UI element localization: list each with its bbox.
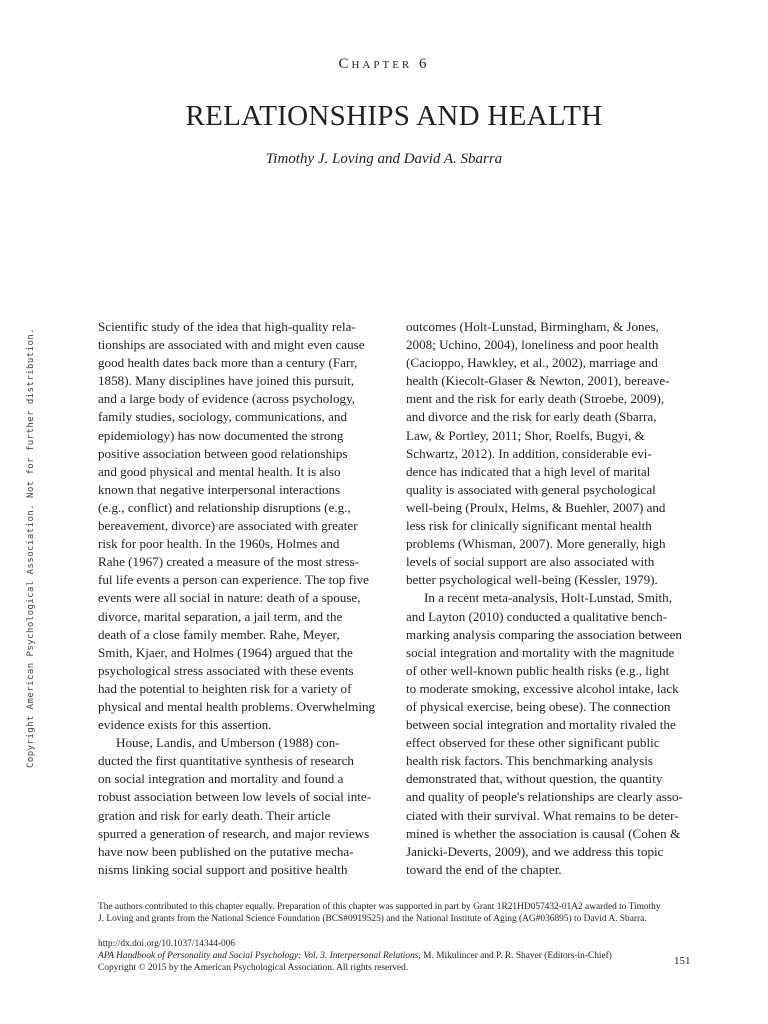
copyright-side-notice: Copyright American Psychological Association. Not for further distribution.: [26, 327, 36, 768]
text-line: problems (Whisman, 2007). More generally, high: [406, 536, 666, 552]
author-footnote: [98, 901, 698, 925]
text-line: evidence exists for this assertion.: [98, 717, 272, 733]
chapter-title: RELATIONSHIPS AND HEALTH: [185, 100, 603, 132]
text-line: psychological stress associated with these events: [98, 662, 354, 678]
text-line: well-being (Proulx, Helms, & Buehler, 2007) and: [406, 499, 666, 515]
text-line: social integration and mortality with the magnitude: [406, 644, 675, 660]
text-line: Rahe (1967) created a measure of the most stress-: [98, 554, 360, 570]
text-line: less risk for clinically significant mental health: [406, 518, 652, 534]
text-line: health (Kiecolt-Glaser & Newton, 2001), bereave-: [406, 373, 670, 389]
text-line: (e.g., conflict) and relationship disruptions (e.g.,: [98, 499, 351, 515]
text-line: events were all social in nature: death of a spouse,: [98, 590, 361, 606]
text-line: In a recent meta-analysis, Holt-Lunstad, Smith,: [424, 590, 672, 606]
text-line: risk for poor health. In the 1960s, Holmes and: [98, 536, 340, 552]
text-line: positive association between good relationships: [98, 445, 348, 461]
right-column: [406, 318, 692, 879]
text-line: and a large body of evidence (across psychology,: [98, 391, 356, 407]
text-line: Smith, Kjaer, and Holmes (1964) argued that the: [98, 644, 353, 660]
text-line: ful life events a person can experience. The top five: [98, 572, 369, 588]
copyright-line: Copyright © 2015 by the American Psychological Association. All rights reserved.: [98, 963, 409, 973]
page-number: 151: [674, 955, 691, 967]
text-line: Law, & Portley, 2011; Shor, Roelfs, Bugyi, &: [406, 427, 645, 443]
text-line: Scientific study of the idea that high-quality rela-: [98, 319, 356, 334]
text-line: nisms linking social support and positive health: [98, 861, 348, 877]
text-line: death of a close family member. Rahe, Meyer,: [98, 626, 340, 642]
text-line: had the potential to heighten risk for a variety of: [98, 680, 352, 696]
text-line: marking analysis comparing the association between: [406, 626, 682, 642]
text-line: health risk factors. This benchmarking analysis: [406, 753, 654, 769]
text-line: on social integration and mortality and found a: [98, 771, 344, 787]
text-line: spurred a generation of research, and major reviews: [98, 825, 370, 841]
right-paragraph-1: [406, 318, 692, 589]
chapter-label: Chapter 6: [338, 56, 430, 72]
citation: [98, 950, 658, 962]
text-line: and Layton (2010) conducted a qualitative bench-: [406, 608, 668, 624]
text-line: levels of social support are also associated with: [406, 554, 655, 570]
text-line: Janicki-Deverts, 2009), and we address this topic: [406, 843, 664, 859]
text-line: toward the end of the chapter.: [406, 861, 562, 877]
left-column: [98, 318, 384, 879]
citation-title: APA Handbook of Personality and Social Psychology: Vol. 3. Interpersonal Relations,: [98, 951, 421, 961]
text-line: dence has indicated that a high level of marital: [406, 463, 651, 479]
text-line: quality is associated with general psychological: [406, 481, 656, 497]
text-line: of physical exercise, being obese). The connection: [406, 698, 671, 714]
text-line: of other well-known public health risks (e.g., light: [406, 662, 670, 678]
text-line: 1858). Many disciplines have joined this pursuit,: [98, 373, 355, 389]
text-line: family studies, sociology, communications, and: [98, 409, 347, 425]
text-line: outcomes (Holt-Lunstad, Birmingham, & Jones,: [406, 319, 659, 334]
text-line: to moderate smoking, excessive alcohol intake, lack: [406, 680, 679, 696]
text-line: J. Loving and grants from the National Science Foundation (BCS#0919525) and the National Institute of Aging (AG#036895) to David A. Sbarra.: [98, 914, 647, 924]
text-line: better psychological well-being (Kessler, 1979).: [406, 572, 658, 588]
text-line: and divorce and the risk for early death (Sbarra,: [406, 409, 657, 425]
text-line: The authors contributed to this chapter equally. Preparation of this chapter was supported in part by Grant 1R21HD057432-01A2 awarded to Timothy: [98, 902, 661, 912]
text-line: House, Landis, and Umberson (1988) con-: [116, 735, 340, 751]
text-line: and quality of people's relationships are clearly asso-: [406, 789, 683, 805]
text-line: known that negative interpersonal interactions: [98, 481, 341, 497]
text-line: mined is whether the association is causal (Cohen &: [406, 825, 681, 841]
text-line: ciated with their survival. What remains to be deter-: [406, 807, 679, 823]
text-line: ducted the first quantitative synthesis of research: [98, 753, 354, 769]
text-line: and good physical and mental health. It is also: [98, 463, 341, 479]
text-line: divorce, marital separation, a jail term, and the: [98, 608, 343, 624]
authors: Timothy J. Loving and David A. Sbarra: [265, 151, 503, 167]
text-line: Schwartz, 2012). In addition, considerable evi-: [406, 445, 652, 461]
text-line: tionships are associated with and might even cause: [98, 337, 365, 353]
text-line: effect observed for these other significant public: [406, 735, 660, 751]
publication-info: [98, 938, 658, 974]
text-line: bereavement, divorce) are associated with greater: [98, 518, 358, 534]
text-line: gration and risk for early death. Their article: [98, 807, 331, 823]
right-paragraph-2: [406, 589, 692, 879]
text-line: epidemiology) has now documented the strong: [98, 427, 344, 443]
text-line: have now been published on the putative mecha-: [98, 843, 354, 859]
doi-link[interactable]: http://dx.doi.org/10.1037/14344-006: [98, 939, 236, 949]
text-line: 2008; Uchino, 2004), loneliness and poor health: [406, 337, 659, 353]
left-paragraph-2: [98, 734, 384, 879]
text-line: (Cacioppo, Hawkley, et al., 2002), marriage and: [406, 355, 658, 371]
text-line: good health dates back more than a century (Farr,: [98, 355, 358, 371]
citation-editors: M. Mikulincer and P. R. Shaver (Editors-in-Chief): [420, 951, 612, 961]
text-line: robust association between low levels of social inte-: [98, 789, 372, 805]
text-line: physical and mental health problems. Overwhelming: [98, 698, 376, 714]
text-line: between social integration and mortality rivaled the: [406, 717, 676, 733]
text-line: demonstrated that, without question, the quantity: [406, 771, 663, 787]
left-paragraph-1: [98, 318, 384, 734]
text-line: ment and the risk for early death (Stroebe, 2009),: [406, 391, 665, 407]
